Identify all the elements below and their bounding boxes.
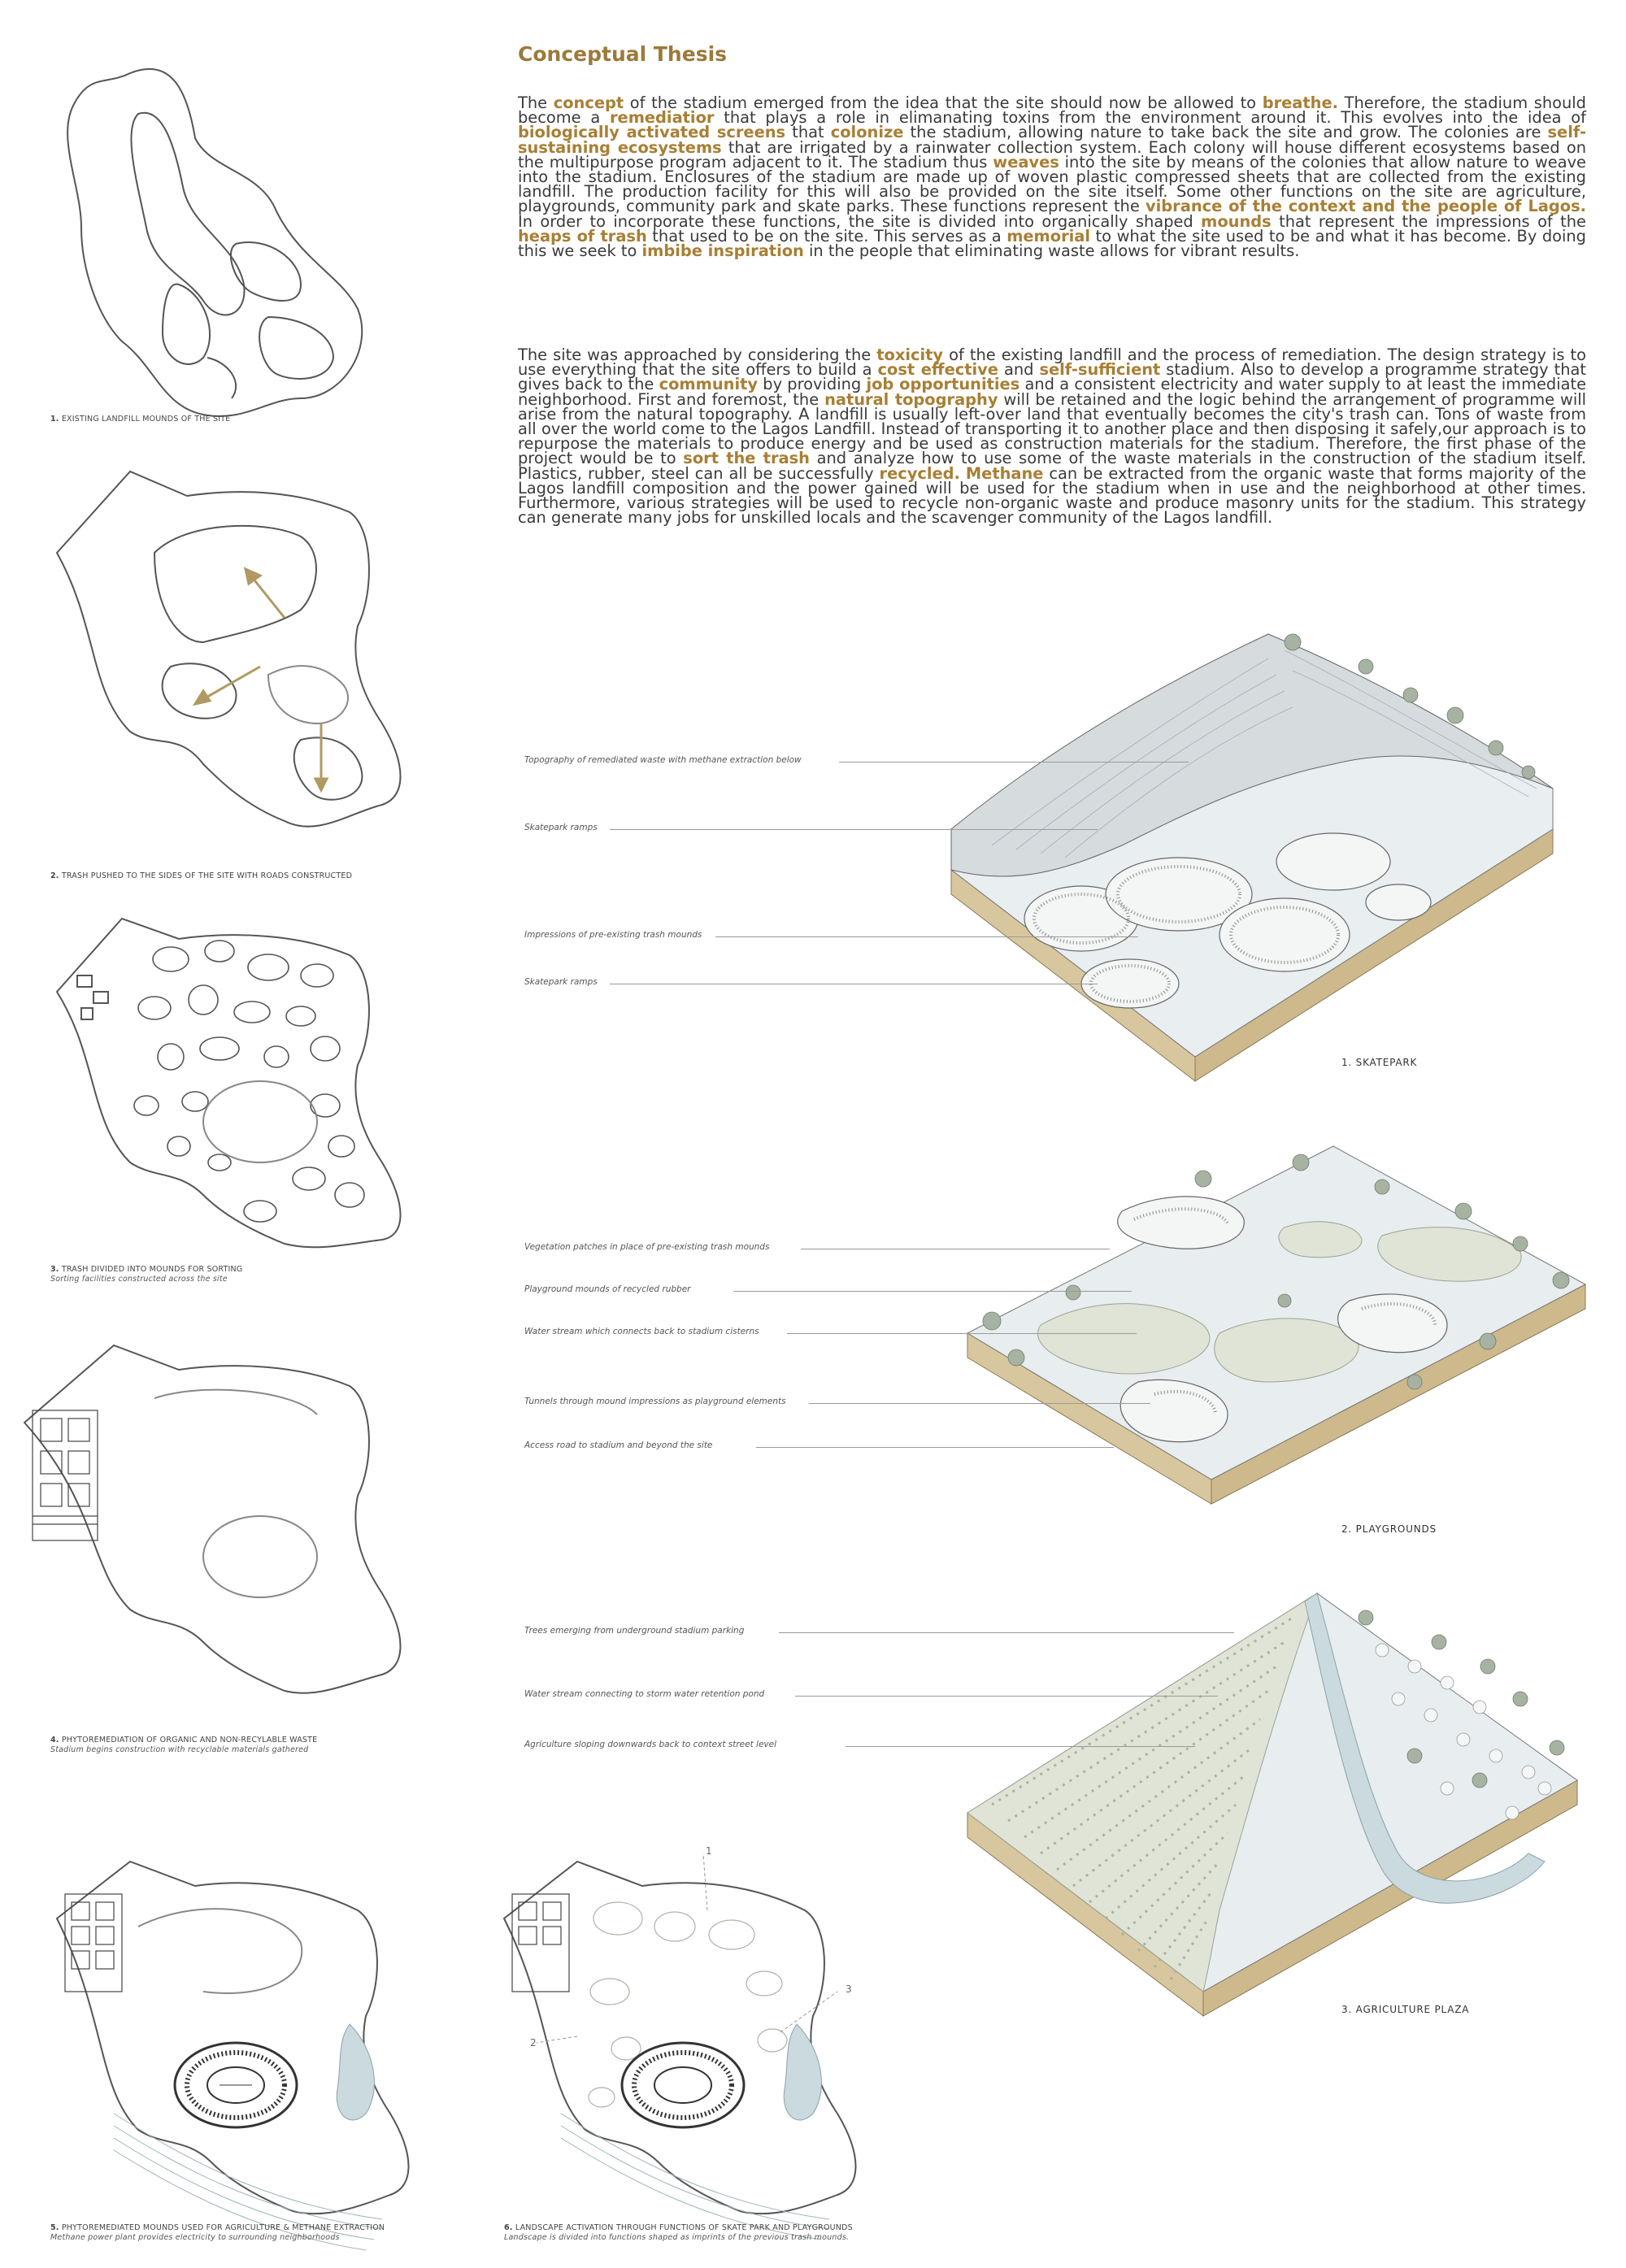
plan-5-agriculture-methane <box>57 1845 431 2268</box>
block-2-title: 2. PLAYGROUNDS <box>1341 1523 1437 1535</box>
paragraph-text: that used to be on the site. This serves as a <box>646 226 1007 245</box>
highlighted-keyword: weaves <box>993 152 1059 172</box>
agriculture-plaza-axonometric <box>959 1585 1593 2040</box>
plan-1-existing-mounds <box>33 41 374 390</box>
paragraph-text: that are irrigated by a rainwater collection system. Each colony will house different ecosystems based on the multipurpose program adjacent to it. The stadium thus <box>518 137 1586 172</box>
plan-4-phytoremediation <box>24 1325 398 1707</box>
block-1-label-1: Topography of remediated waste with methane extraction below <box>524 755 802 765</box>
highlighted-keyword: sort the trash <box>683 449 810 468</box>
block-2-label-5: Access road to stadium and beyond the site <box>524 1440 713 1450</box>
paragraph-text: of the stadium emerged from the idea that the site should now be allowed to <box>624 93 1263 112</box>
caption-2: 2. TRASH PUSHED TO THE SIDES OF THE SITE WITH ROADS CONSTRUCTED <box>50 871 353 880</box>
block-3-label-3: Agriculture sloping downwards back to context street level <box>524 1740 777 1749</box>
caption-4: 4. PHYTOREMEDIATION OF ORGANIC AND NON-RECYLABLE WASTE Stadium begins construction with recyclable materials gathered <box>50 1736 318 1754</box>
highlighted-keyword: cost effective <box>877 360 998 380</box>
block-1-label-2: Skatepark ramps <box>524 823 598 832</box>
leader-line <box>839 762 1189 763</box>
paragraph-text: in the people that eliminating waste allows for vibrant results. <box>803 241 1300 261</box>
callout-3: 3 <box>846 1983 852 1995</box>
block-2-label-3: Water stream which connects back to stadium cisterns <box>524 1327 759 1336</box>
paragraph-text: and analyze how to use some of the waste materials in the construction of the stadium itself. Plastics, rubber, steel can all be successfully <box>518 449 1586 483</box>
highlighted-keyword: colonize <box>830 123 904 142</box>
paragraph-text: of the existing landfill and the process of remediation. The design strategy is to use everything that the site offers to build a <box>518 345 1586 380</box>
leader-line <box>846 1746 1195 1747</box>
highlighted-keyword: remediatior <box>609 108 715 128</box>
paragraph-text: The <box>518 93 554 112</box>
leader-line <box>795 1696 1218 1697</box>
block-2-label-2: Playground mounds of recycled rubber <box>524 1284 691 1294</box>
leader-line <box>610 829 1098 830</box>
block-1-title: 1. SKATEPARK <box>1341 1057 1418 1068</box>
paragraph-2 <box>518 345 1587 528</box>
block-2-label-4: Tunnels through mound impressions as playground elements <box>524 1397 786 1406</box>
highlighted-keyword: natural topography <box>824 389 998 409</box>
paragraph-text: into the site by means of the colonies that allow nature to weave into the stadium. Enclosures of the stadium are made up of woven plastic compressed sheets that are collected from the existing landfill. The production facility for this will also be provided on the site itself. Some other functions on the site are agriculture, playgrounds, community park and skate parks. These functions represent the <box>518 152 1586 216</box>
skatepark-axonometric <box>943 626 1577 1081</box>
block-3-title: 3. AGRICULTURE PLAZA <box>1341 2004 1470 2015</box>
highlighted-keyword: toxicity <box>876 345 944 364</box>
highlighted-keyword: self-sustaining ecosystems <box>518 123 1586 157</box>
caption-5: 5. PHYTOREMEDIATED MOUNDS USED FOR AGRICULTURE & METHANE EXTRACTION Methane power plant provides electricity to surrounding neighborhoods <box>50 2223 385 2242</box>
block-3-label-2: Water stream connecting to storm water retention pond <box>524 1689 765 1699</box>
paragraph-text: can be extracted from the organic waste that forms majority of the Lagos landfill composition and the power gained will be used for the stadium when in use and the neighborhood at other times. Furthermore, various strategies will be used to recycle non-organic waste and produce masonry units for the stadium. This strategy can generate many jobs for unskilled locals and the scavenger community of the Lagos landfill. <box>518 463 1587 528</box>
leader-line <box>715 936 1138 937</box>
highlighted-keyword: Methane <box>965 463 1044 483</box>
paragraph-text: stadium. Also to develop a programme strategy that gives back to the <box>518 360 1586 394</box>
highlighted-keyword: concept <box>553 93 624 112</box>
highlighted-keyword: self-sufficient <box>1039 360 1161 380</box>
leader-line <box>809 1403 1150 1404</box>
paragraph-text: that <box>785 123 831 142</box>
paragraph-text: and <box>998 360 1040 380</box>
paragraph-text: The site was approached by considering the <box>518 345 877 364</box>
leader-line <box>779 1632 1234 1633</box>
callout-1: 1 <box>706 1845 712 1857</box>
highlighted-keyword: mounds <box>1201 211 1272 231</box>
caption-6: 6. LANDSCAPE ACTIVATION THROUGH FUNCTIONS OF SKATE PARK AND PLAYGROUNDS Landscape is divided into functions shaped as imprints of the previous trash mounds. <box>504 2223 853 2242</box>
highlighted-keyword: recycled. <box>879 463 960 483</box>
block-3-label-1: Trees emerging from underground stadium parking <box>524 1626 745 1636</box>
highlighted-keyword: heaps of trash <box>518 226 647 245</box>
paragraph-text: Therefore, the stadium should become a <box>518 93 1586 128</box>
plan-6-landscape-activation <box>504 1845 927 2268</box>
paragraph-text: that plays a role in elimanating toxins from the environment around it. This evolves into the idea of <box>714 108 1586 128</box>
highlighted-keyword: imbibe inspiration <box>641 241 804 261</box>
page-title: Conceptual Thesis <box>518 42 728 66</box>
paragraph-text: to what the site used to be and what it has become. By doing this we seek to <box>518 226 1586 261</box>
highlighted-keyword: breathe. <box>1262 93 1338 112</box>
paragraph-text: by providing <box>758 375 867 394</box>
highlighted-keyword: job opportunities <box>866 375 1020 394</box>
paragraph-text: In order to incorporate these functions, the site is divided into organically shaped <box>518 211 1202 231</box>
paragraph-text: will be retained and the logic behind the arrangement of programme will arise from the natural topography. A landfill is usually left-over land that eventually becomes the city's trash can. Tons of waste from all over the world come to the Lagos Landfill. Instead of transporting it to another place and then disposing it safely,our approach is to repurpose the materials to produce energy and be used as construction materials for the stadium. Therefore, the first phase of the project would be to <box>518 389 1586 468</box>
paragraph-text: the stadium, allowing nature to take back the site and grow. The colonies are <box>903 123 1548 142</box>
highlighted-keyword: community <box>659 375 758 394</box>
block-2-label-1: Vegetation patches in place of pre-existing trash mounds <box>524 1242 770 1252</box>
plan-2-trash-pushed <box>57 455 431 845</box>
plan-3-trash-mounds-sorting <box>57 902 431 1244</box>
callout-2: 2 <box>530 2037 537 2049</box>
paragraph-1 <box>518 93 1586 261</box>
highlighted-keyword: biologically activated screens <box>518 123 786 142</box>
block-1-label-4: Skatepark ramps <box>524 977 598 987</box>
highlighted-keyword: memorial <box>1006 226 1091 245</box>
paragraph-text: that represent the impressions of the <box>1271 211 1586 231</box>
block-1-label-3: Impressions of pre-existing trash mounds <box>524 930 702 940</box>
leader-line <box>787 1333 1137 1334</box>
leader-line <box>733 1291 1132 1292</box>
caption-1: 1. EXISTING LANDFILL MOUNDS OF THE SITE <box>50 415 231 424</box>
highlighted-keyword: vibrance of the context and the people of Lagos. <box>1146 197 1586 216</box>
caption-3: 3. TRASH DIVIDED INTO MOUNDS FOR SORTING Sorting facilities constructed across the site <box>50 1265 243 1284</box>
paragraph-text: and a consistent electricity and water supply to at least the immediate neighborhood. First and foremost, the <box>518 375 1586 409</box>
leader-line <box>756 1447 1114 1448</box>
